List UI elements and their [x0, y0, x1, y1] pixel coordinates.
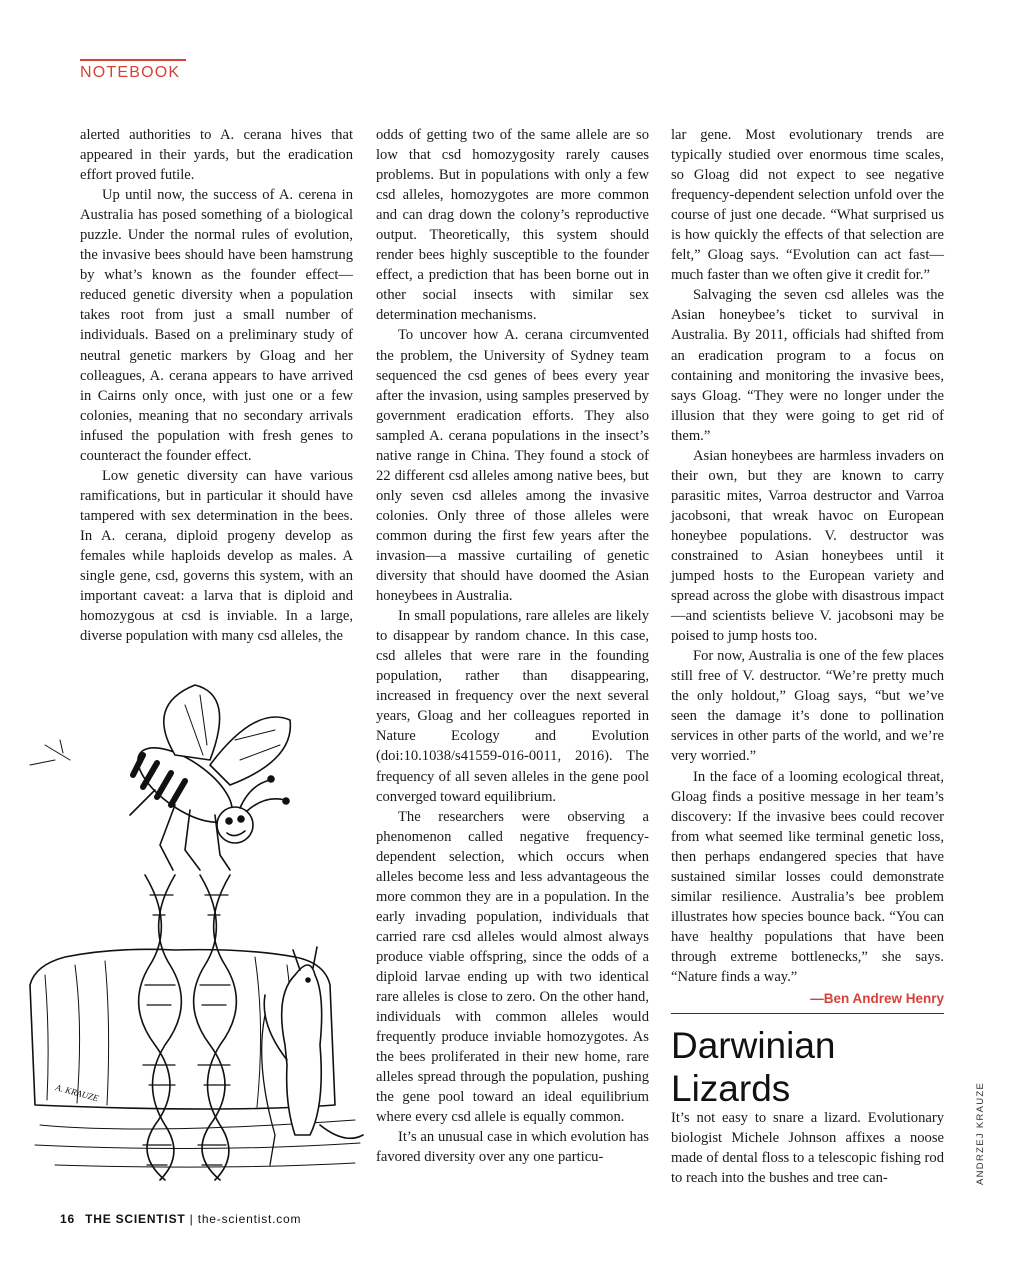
page-number: 16: [60, 1212, 75, 1226]
paragraph: Salvaging the seven csd alleles was the Asian honeybee’s ticket to survival in Australia. By 2011, officials had shifted from an eradication program to a focus on containing and monitoring the invasive bees, says Gloag. “They were no longer under the illusion that they were going to get rid of them.”: [671, 287, 944, 444]
column-3: [671, 125, 944, 1009]
paragraph: It’s not easy to snare a lizard. Evolutionary biologist Michele Johnson affixes a noose made of dental floss to a telescopic fishing rod to reach into the bushes and tree can-: [671, 1110, 944, 1187]
section-rule: [80, 59, 186, 61]
paragraph: To uncover how A. cerana circumvented the problem, the University of Sydney team sequenced the csd genes of bees every year after the invasion, using samples preserved by government eradication efforts. They also sampled A. cerana populations in the insect’s native range in China. They found a stock of 22 different csd alleles among native bees, but only seven csd alleles among the invasive colonies. Only three of those alleles were common during the first few years after the invasion—a massive curtailing of genetic diversity that should have doomed the Asian honeybees in Australia.: [376, 327, 649, 605]
paragraph: Low genetic diversity can have various ramifications, but in particular it should have tampered with sex determination in the bees. In A. cerana, diploid progeny develop as females while haploids develop as males. A single gene, csd, governs this system, with an important caveat: a larva that is diploid and homozygous at csd is inviable. In a large, diverse population with many csd alleles, the: [80, 467, 353, 645]
column-1: [80, 125, 353, 646]
paragraph: It’s an unusual case in which evolution has favored diversity over any one particu-: [376, 1129, 649, 1166]
footer-separator: |: [189, 1212, 194, 1226]
paragraph: For now, Australia is one of the few places still free of V. destructor. “We’re pretty much the only holdout,” Gloag says, “but we’ve seen the damage it’s done to pollination services in other parts of the world, and we’re very worried.”: [671, 648, 944, 765]
illustration-signature: A. KRAUZE: [54, 1082, 100, 1104]
paragraph: The researchers were observing a phenomenon called negative frequency-dependent selection, which occurs when alleles become less and less advantageous the more common they are in a population. In the early invading population, individuals that carried rare csd alleles would almost always produce viable offspring, since the odds of a diploid larvae ending up with two identical rare alleles is close to zero. On the other hand, individuals with common alleles would frequently produce inviable homozygotes. As the bees proliferated in their new home, rare alleles spread through the population, pushing the gene pool toward an ideal equilibrium where every csd allele is equally common.: [376, 808, 649, 1126]
paragraph: In the face of a looming ecological threat, Gloag finds a positive message in her team’s discovery: If the invasive bees could recover from what seemed like terminal genetic loss, then perhaps endangered species that have sustained similar losses could demonstrate similar resilience. Australia’s bee problem illustrates how species bounce back. “You can have healthy populations that have been through extreme bottlenecks,” she says. “Nature finds a way.”: [671, 768, 944, 985]
photo-credit: ANDRZEJ KRAUZE: [975, 1081, 986, 1185]
paragraph: odds of getting two of the same allele are so low that csd homozygosity rarely causes problems. But in populations with only a few csd alleles, homozygotes are more common and can drag down the colony’s reproductive output. Theoretically, this system should render bees highly susceptible to the founder effect, a prediction that has been borne out in other social insects with similar sex determination mechanisms.: [376, 127, 649, 324]
paragraph: In small populations, rare alleles are likely to disappear by random chance. In this case, csd alleles that were rare in the founding population, rather than disappearing, increased in frequency over the next several years, Gloag and her colleagues reported in Nature Ecology and Evolution (doi:10.1038/s41559-016-0011, 2016). The frequency of all seven alleles in the gene pool converged toward equilibrium.: [376, 608, 649, 805]
magazine-name: THE SCIENTIST: [85, 1212, 186, 1226]
bee-dna-illustration: [25, 665, 370, 1200]
headline-rule: [671, 1013, 944, 1014]
page-footer: [60, 1212, 301, 1226]
paragraph: Up until now, the success of A. cerena in Australia has posed something of a biological puzzle. Under the normal rules of evolution, the invasive bees should have been hamstrung by what’s known as the founder effect—reduced genetic diversity when a population takes root from just a small number of individuals. Based on a preliminary study of neutral genetic markers by Gloag and her colleagues, A. cerana appears to have arrived in Cairns only once, with just one or a few colonies, meaning that no secondary arrivals infused the population with fresh genes to counteract the founder effect.: [80, 187, 353, 464]
article2-body: [671, 1108, 944, 1188]
paragraph: lar gene. Most evolutionary trends are typically studied over enormous time scales, so Gloag did not expect to see negative frequency-dependent selection unfold over the course of just one decade. “What surprised us is how quickly the effects of that selection are felt,” Gloag says. “Evolution can act fast—much faster than we often give it credit for.”: [671, 127, 944, 284]
byline: —Ben Andrew Henry: [810, 991, 944, 1007]
footer-url[interactable]: the-scientist.com: [197, 1212, 302, 1226]
paragraph: alerted authorities to A. cerana hives that appeared in their yards, but the eradication effort proved futile.: [80, 127, 353, 184]
article-headline: Darwinian Lizards: [671, 1025, 836, 1109]
paragraph: Asian honeybees are harmless invaders on their own, but they are known to carry parasitic mites, Varroa destructor and Varroa jacobsoni, that wreak havoc on European honeybee populations. V. destructor was constrained to Asian honeybees until it jumped hosts to the European variety and spread across the globe with disastrous impact—and scientists believe V. jacobsoni may be poised to jump hosts too.: [671, 447, 944, 645]
section-label: NOTEBOOK: [80, 64, 181, 81]
column-2: [376, 125, 649, 1167]
